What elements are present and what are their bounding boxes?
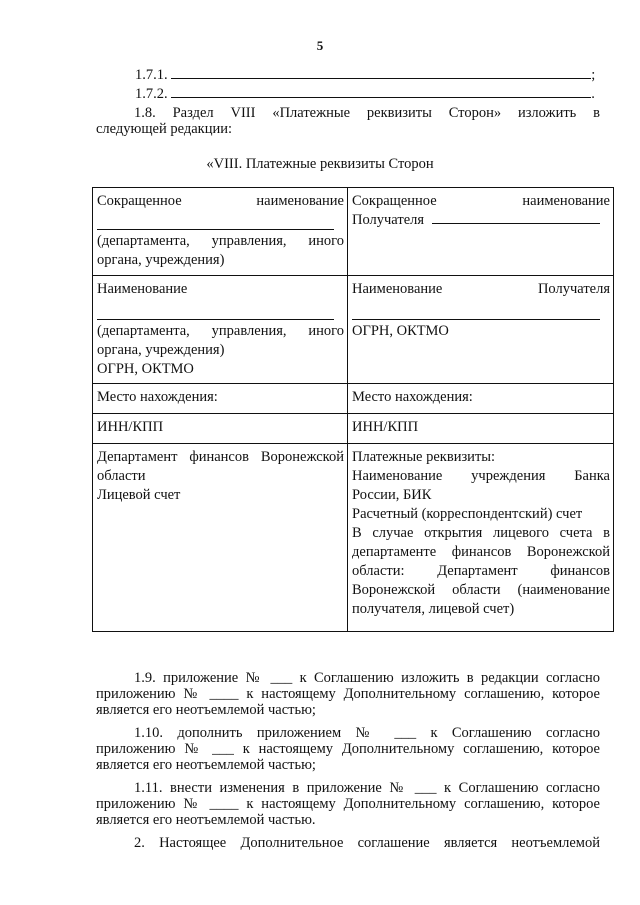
cell-text: Сокращенное наименование — [97, 193, 344, 209]
requisites-table — [92, 187, 614, 632]
item-end: ; — [591, 67, 596, 83]
cell-text: Наименование учреждения Банка России, БИК — [352, 468, 610, 503]
blank-line — [171, 78, 591, 79]
blank-line — [97, 305, 334, 320]
cell-text: Наименование — [97, 281, 188, 297]
table-cell — [348, 444, 614, 632]
item-1-7-1 — [135, 67, 600, 84]
cell-text: ИНН/КПП — [97, 419, 164, 435]
cell-text: Департамент финансов Воронежской области — [97, 449, 344, 484]
table-row — [93, 188, 614, 276]
closing-paragraphs — [96, 670, 600, 858]
table-cell — [348, 188, 614, 276]
cell-text: Лицевой счет — [97, 487, 181, 503]
cell-text: ОГРН, ОКТМО — [97, 361, 194, 377]
paragraph-1-10 — [96, 725, 600, 773]
item-1-8-line2: следующей редакции: — [96, 121, 233, 137]
cell-text: В случае открытия лицевого счета в департаменте финансов Воронежской области: Департамент финансов Воронежской области (наименование получателя, лицевой счет) — [352, 525, 610, 617]
table-cell — [93, 188, 348, 276]
table-cell — [93, 444, 348, 632]
item-1-7-2 — [135, 86, 600, 103]
paragraph-line: 1.9. приложение № ___ к Соглашению изложить в редакции согласно — [134, 670, 600, 686]
blank-line — [171, 97, 591, 98]
table-row — [93, 414, 614, 444]
page-number: 5 — [316, 38, 324, 53]
item-1-8-line1: 1.8. Раздел VIII «Платежные реквизиты Сторон» изложить в — [134, 105, 600, 121]
item-label: 1.7.1. — [135, 67, 168, 83]
cell-text: Наименование Получателя — [352, 281, 610, 297]
paragraph-1-9 — [96, 670, 600, 718]
paragraph-2 — [96, 835, 600, 851]
cell-text: Расчетный (корреспондентский) счет — [352, 506, 583, 522]
cell-text: Получателя — [352, 212, 425, 228]
paragraph-line: 2. Настоящее Дополнительное соглашение является неотъемлемой — [134, 835, 600, 851]
table-row — [93, 276, 614, 384]
table-row — [93, 444, 614, 632]
paragraph-text: приложению № ___ к настоящему Дополнительному соглашению, которое является его неотъемлемой частью; — [96, 741, 600, 773]
table-cell — [93, 276, 348, 384]
paragraph-text: приложению № ____ к настоящему Дополнительному соглашению, которое является его неотъемлемой частью; — [96, 686, 600, 718]
paragraph-line: 1.11. внести изменения в приложение № ___ к Соглашению согласно — [134, 780, 600, 796]
cell-text: (департамента, управления, иного органа, учреждения) — [97, 233, 344, 268]
cell-text: Сокращенное наименование — [352, 193, 610, 209]
table-cell — [93, 384, 348, 414]
blank-line — [432, 211, 600, 224]
table-cell — [348, 276, 614, 384]
table-cell — [93, 414, 348, 444]
cell-text: ИНН/КПП — [352, 419, 419, 435]
paragraph-line: 1.10. дополнить приложением № ___ к Соглашению согласно — [134, 725, 600, 741]
table-row — [93, 384, 614, 414]
cell-text: Место нахождения: — [97, 389, 218, 405]
paragraph-1-11 — [96, 780, 600, 828]
blank-line — [352, 305, 600, 320]
blank-line — [97, 215, 334, 230]
section-title: «VIII. Платежные реквизиты Сторон — [206, 156, 434, 172]
cell-text: Место нахождения: — [352, 389, 473, 405]
table-cell — [348, 384, 614, 414]
paragraph-text: приложению № ____ к настоящему Дополнительному соглашению, которое является его неотъемлемой частью. — [96, 796, 600, 828]
cell-text: (департамента, управления, иного органа, учреждения) — [97, 323, 344, 358]
item-end: . — [591, 86, 595, 102]
cell-text: Платежные реквизиты: — [352, 449, 496, 465]
cell-text: ОГРН, ОКТМО — [352, 323, 449, 339]
item-label: 1.7.2. — [135, 86, 168, 102]
table-cell — [348, 414, 614, 444]
item-1-8 — [96, 105, 600, 137]
